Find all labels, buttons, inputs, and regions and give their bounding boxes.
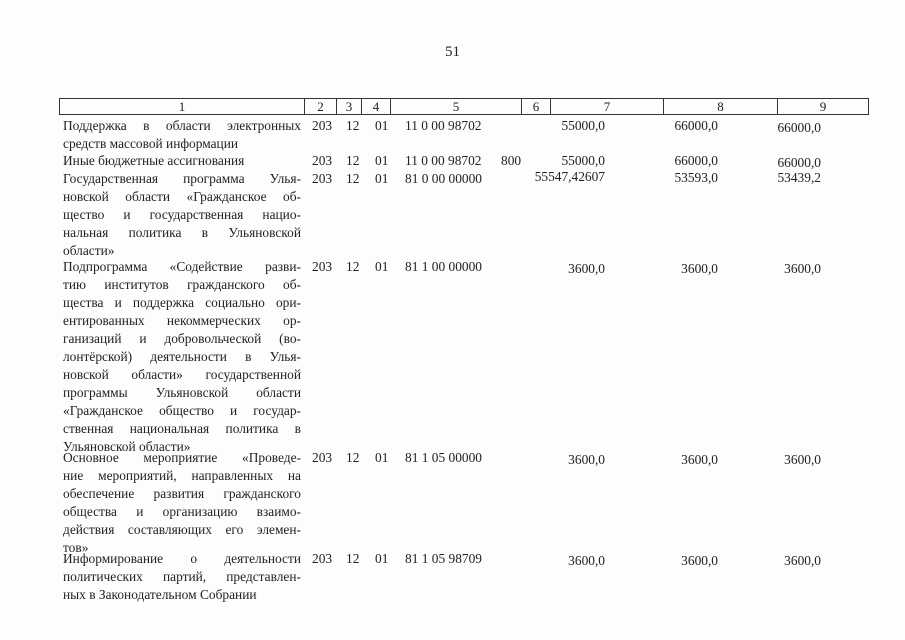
chapter-code: 203 xyxy=(312,450,333,465)
target-article-code: 81 1 05 00000 xyxy=(405,450,482,465)
row-name-line: Поддержка в области электронных xyxy=(63,118,301,133)
row-name-line: Информирование о деятельности xyxy=(63,551,301,566)
column-header-7: 7 xyxy=(551,99,664,115)
row-name-line: области» xyxy=(63,243,115,258)
amount-col-9: 66000,0 xyxy=(777,120,821,135)
amount-col-9: 66000,0 xyxy=(777,155,821,170)
target-article-code: 81 1 00 00000 xyxy=(405,259,482,274)
row-name-line: ние мероприятий, направленных на xyxy=(63,468,301,483)
target-article-code: 81 0 00 00000 xyxy=(405,171,482,186)
amount-col-8: 53593,0 xyxy=(674,170,718,185)
amount-col-8: 3600,0 xyxy=(681,452,718,467)
table-row xyxy=(0,117,905,153)
column-header-9: 9 xyxy=(778,99,869,115)
section-code: 12 xyxy=(346,171,360,186)
chapter-code: 203 xyxy=(312,118,333,133)
row-name-line: щества и поддержка социально ори- xyxy=(63,295,301,310)
amount-col-7: 3600,0 xyxy=(568,553,605,568)
target-article-code: 11 0 00 98702 xyxy=(405,118,482,133)
row-name xyxy=(63,117,301,153)
row-name xyxy=(63,258,301,456)
expense-type-code: 800 xyxy=(501,153,522,168)
row-name-line: ных в Законодательном Собрании xyxy=(63,587,257,602)
subsection-code: 01 xyxy=(375,171,389,186)
row-name-line: Основное мероприятие «Проведе- xyxy=(63,450,301,465)
row-name-line: политических партий, представлен- xyxy=(63,569,301,584)
row-name-line: новской области» государственной xyxy=(63,367,301,382)
target-article-code: 81 1 05 98709 xyxy=(405,551,482,566)
row-name-line: новской области «Гражданское об- xyxy=(63,189,301,204)
column-header-6: 6 xyxy=(522,99,551,115)
amount-col-7: 55547,42607 xyxy=(534,169,605,184)
amount-col-9: 3600,0 xyxy=(784,553,821,568)
column-header-5: 5 xyxy=(391,99,522,115)
table-row xyxy=(0,170,905,260)
chapter-code: 203 xyxy=(312,259,333,274)
row-name-line: ентированных некоммерческих ор- xyxy=(63,313,301,328)
chapter-code: 203 xyxy=(312,153,333,168)
row-name-line: ганизаций и добровольческой (во- xyxy=(63,331,301,346)
subsection-code: 01 xyxy=(375,259,389,274)
amount-col-8: 66000,0 xyxy=(674,153,718,168)
row-name-line: ственная национальная политика в xyxy=(63,421,301,436)
row-name-line: обеспечение развития гражданского xyxy=(63,486,301,501)
column-header-8: 8 xyxy=(664,99,778,115)
column-header-4: 4 xyxy=(362,99,391,115)
amount-col-7: 3600,0 xyxy=(568,261,605,276)
page-number: 51 xyxy=(445,44,460,60)
amount-col-8: 3600,0 xyxy=(681,261,718,276)
amount-col-9: 53439,2 xyxy=(777,170,821,185)
column-header-row xyxy=(60,99,869,115)
row-name-line: Государственная программа Улья- xyxy=(63,171,301,186)
row-name-line: нальная политика в Ульяновской xyxy=(63,225,301,240)
row-name-line: Ульяновской области» xyxy=(63,439,191,454)
amount-col-7: 3600,0 xyxy=(568,452,605,467)
row-name-line: щество и государственная нацио- xyxy=(63,207,301,222)
row-name-line: тию институтов гражданского об- xyxy=(63,277,301,292)
amount-col-9: 3600,0 xyxy=(784,452,821,467)
amount-col-8: 66000,0 xyxy=(674,118,718,133)
table-row xyxy=(0,152,905,170)
subsection-code: 01 xyxy=(375,118,389,133)
subsection-code: 01 xyxy=(375,551,389,566)
column-header-table xyxy=(59,98,869,115)
table-row xyxy=(0,449,905,557)
amount-col-7: 55000,0 xyxy=(561,153,605,168)
chapter-code: 203 xyxy=(312,171,333,186)
column-header-2: 2 xyxy=(305,99,337,115)
section-code: 12 xyxy=(346,259,360,274)
amount-col-8: 3600,0 xyxy=(681,553,718,568)
section-code: 12 xyxy=(346,551,360,566)
row-name-line: Подпрограмма «Содействие разви- xyxy=(63,259,301,274)
section-code: 12 xyxy=(346,450,360,465)
row-name-line: действия составляющих его элемен- xyxy=(63,522,301,537)
subsection-code: 01 xyxy=(375,153,389,168)
table-row xyxy=(0,258,905,456)
chapter-code: 203 xyxy=(312,551,333,566)
row-name-line: средств массовой информации xyxy=(63,136,239,151)
subsection-code: 01 xyxy=(375,450,389,465)
row-name-line: общества и организацию взаимо- xyxy=(63,504,301,519)
row-name xyxy=(63,152,301,170)
row-name xyxy=(63,449,301,557)
row-name-line: Иные бюджетные ассигнования xyxy=(63,153,245,168)
column-header-3: 3 xyxy=(337,99,362,115)
table-row xyxy=(0,550,905,604)
column-header-1: 1 xyxy=(60,99,305,115)
row-name-line: «Гражданское общество и государ- xyxy=(63,403,301,418)
target-article-code: 11 0 00 98702 xyxy=(405,153,482,168)
row-name-line: программы Ульяновской области xyxy=(63,385,301,400)
amount-col-7: 55000,0 xyxy=(561,118,605,133)
row-name-line: лонтёрской) деятельности в Улья- xyxy=(63,349,301,364)
row-name-line: тов» xyxy=(63,540,89,555)
section-code: 12 xyxy=(346,153,360,168)
row-name xyxy=(63,550,301,604)
row-name xyxy=(63,170,301,260)
section-code: 12 xyxy=(346,118,360,133)
amount-col-9: 3600,0 xyxy=(784,261,821,276)
